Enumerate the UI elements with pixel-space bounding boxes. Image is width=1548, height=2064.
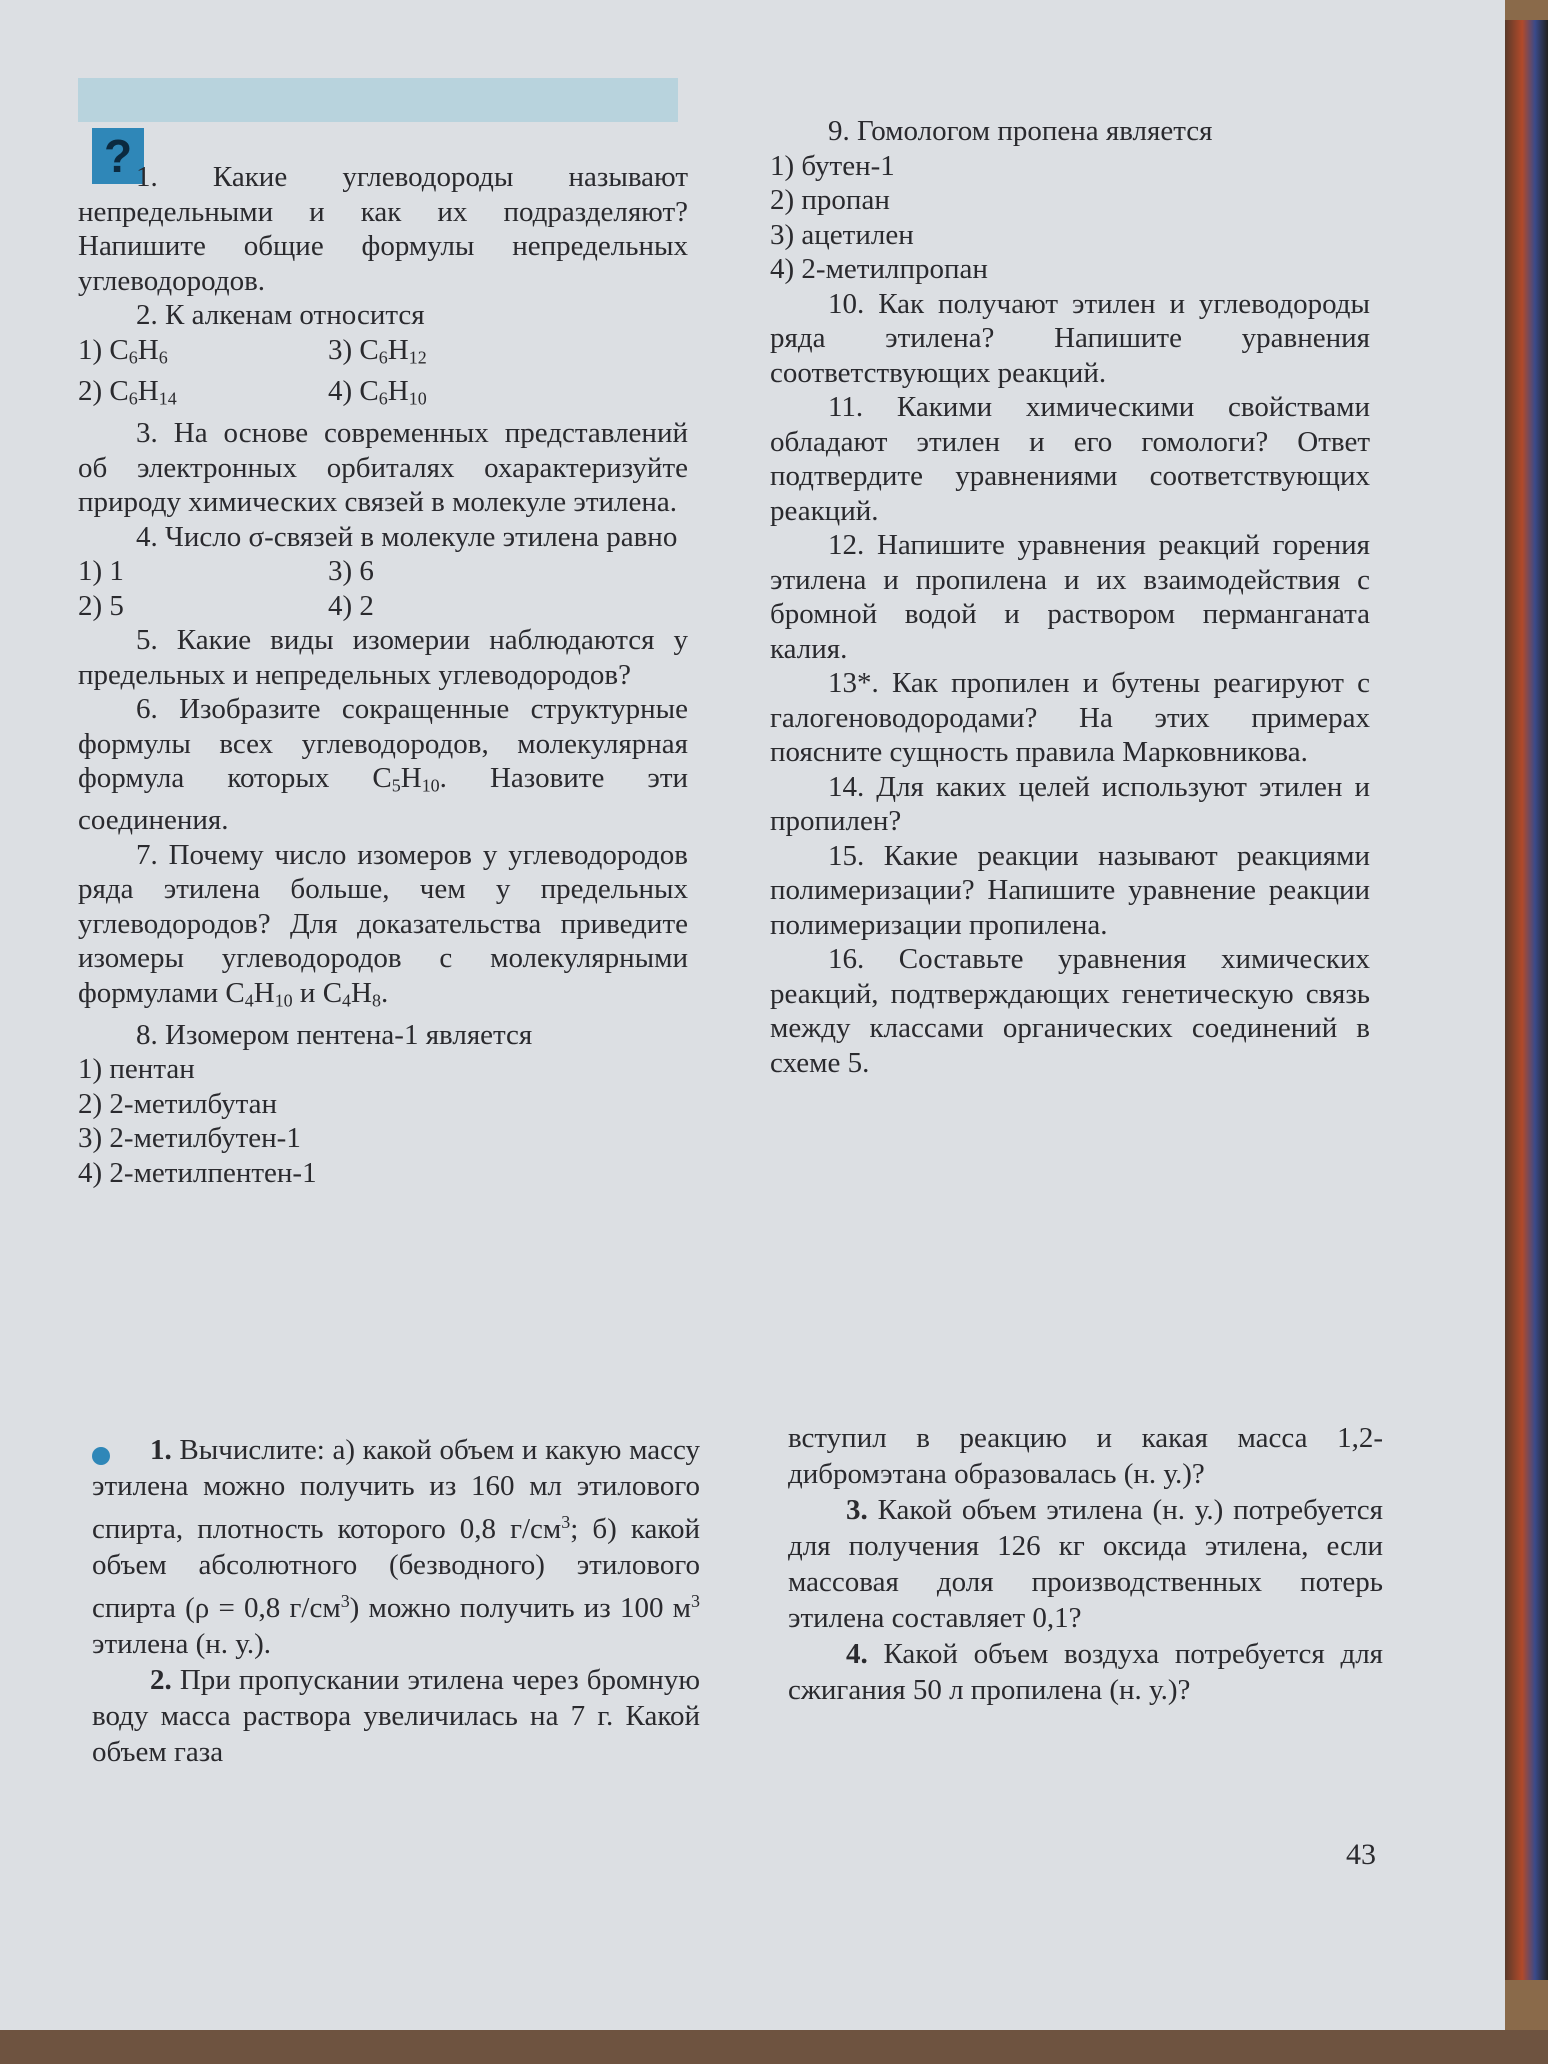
question-7: 7. Почему число изомеров у углеводородов ряда этилена больше, чем у предельных углеводородов? Для доказательства приведите изомеры углеводородов с молекулярными формулами $C_4H_{10}$ и $C_4H_8$. (78, 838, 688, 1011)
task-4: 4. Какой объем воздуха потребуется для сжигания 50 л пропилена (н. у.)? (788, 1638, 1384, 1706)
table-surface (0, 2030, 1548, 2064)
option-1: 1) 1 (78, 555, 124, 588)
question-12: 12. Напишите уравнения реакций горения этилена и пропилена и их взаимодействия с бромной водой и раствором перманганата калия. (770, 529, 1370, 665)
question-15: 15. Какие реакции называют реакциями полимеризации? Напишите уравнение реакции полимеризации пропилена. (770, 839, 1370, 941)
question-10: 10. Как получают этилен и углеводороды ряда этилена? Напишите уравнения соответствующих реакций. (770, 287, 1370, 389)
q8-option-1: 1) пентан (78, 1053, 195, 1086)
option-c6h10: 4) $C_6H_{10}$ (328, 375, 427, 409)
q9-option-1: 1) бутен-1 (770, 149, 895, 182)
question-8: 8. Изомером пентена-1 является (136, 1018, 533, 1051)
questions-right-column (770, 114, 1370, 1080)
option-4: 4) 2 (328, 589, 374, 622)
tasks-right-column (788, 1420, 1383, 1708)
tasks-left-column (92, 1432, 700, 1770)
option-c6h6: 1) $C_6H_6$ (78, 333, 168, 367)
question-3: 3. На основе современных представлений об электронных орбиталях охарактеризуйте природу химических связей в молекуле этилена. (78, 417, 688, 519)
task-3: 3. Какой объем этилена (н. у.) потребуется для получения 126 кг оксида этилена, если массовая доля производственных потерь этилена составляет 0,1? (788, 1494, 1383, 1634)
q9-option-4: 4) 2-метилпропан (770, 253, 988, 285)
q8-option-2: 2) 2-метилбутан (78, 1087, 278, 1120)
question-6: 6. Изобразите сокращенные структурные формулы всех углеводородов, молекулярная формула которых $C_5H_{10}$. Назовите эти соединения. (78, 693, 689, 837)
option-c6h14: 2) $C_6H_{14}$ (78, 375, 177, 409)
question-4: 4. Число σ-связей в молекуле этилена равно (136, 520, 678, 553)
question-2: 2. К алкенам относится (136, 299, 425, 331)
q8-option-3: 3) 2-метилбутен-1 (78, 1122, 301, 1155)
question-badge-icon: ? (92, 128, 144, 184)
option-c6h12: 3) $C_6H_{12}$ (328, 333, 427, 367)
task-1: 1. Вычислите: а) какой объем и какую массу этилена можно получить из 160 мл этилового спирта, плотность которого 0,8 $г/см^3$; б) какой объем абсолютного (безводного) этилового спирта (ρ = 0,8 $г/см^3$) можно получить из 100 $м^3$ этилена (н. у.). (92, 1434, 701, 1660)
question-4-options-row2 (78, 589, 688, 624)
q9-option-3: 3) ацетилен (770, 218, 914, 251)
questions-left-column (78, 160, 688, 1190)
question-14: 14. Для каких целей используют этилен и пропилен? (770, 770, 1370, 837)
q8-option-4: 4) 2-метилпентен-1 (78, 1156, 317, 1189)
question-9: 9. Гомологом пропена является (828, 115, 1213, 147)
question-13: 13*. Как пропилен и бутены реагируют с галогеноводородами? На этих примерах поясните сущность правила Марковникова. (770, 667, 1370, 768)
question-16: 16. Составьте уравнения химических реакций, подтверждающих генетическую связь между классами органических соединений в схеме 5. (770, 943, 1370, 1079)
q9-option-2: 2) пропан (770, 184, 890, 216)
question-4-options-row1 (78, 554, 688, 589)
page-number: 43 (1346, 1838, 1376, 1871)
question-2-options-row2 (78, 374, 688, 416)
question-5: 5. Какие виды изомерии наблюдаются у предельных и непредельных углеводородов? (78, 624, 688, 691)
task-2-part2: вступил в реакцию и какая масса 1,2-дибромэтана образовалась (н. у.)? (788, 1422, 1383, 1490)
book-edge (1505, 20, 1548, 1980)
option-2: 2) 5 (78, 589, 124, 622)
task-2-part1: 2. При пропускании этилена через бромную воду масса раствора увеличилась на 7 г. Какой объем газа (92, 1663, 700, 1768)
option-3: 3) 6 (328, 555, 374, 588)
question-2-options-row1 (78, 333, 688, 375)
question-11: 11. Какими химическими свойствами обладают этилен и его гомологи? Ответ подтвердите уравнениями соответствующих реакций. (770, 391, 1370, 527)
question-1: 1. Какие углеводороды называют непредельными и как их подразделяют? Напишите общие формулы непредельных углеводородов. (78, 161, 688, 297)
section-header-band (78, 78, 678, 122)
